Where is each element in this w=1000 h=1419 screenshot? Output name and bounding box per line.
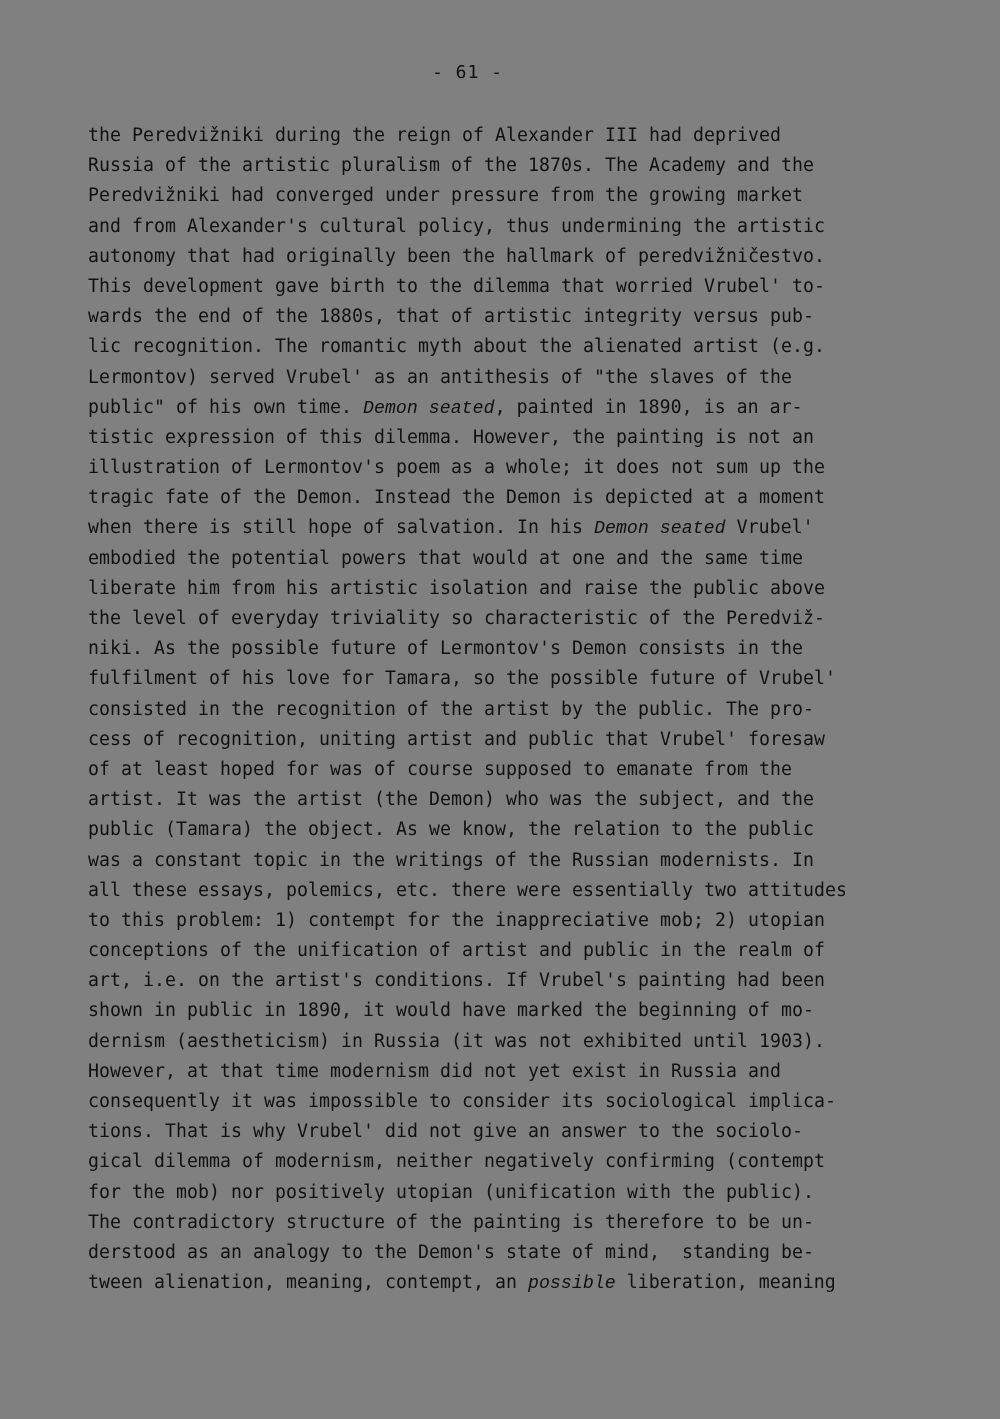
text-segment: Peredvižniki had converged under pressure from the growing market [88,185,803,207]
text-line [88,453,968,483]
text-segment: lic recognition. The romantic myth about the alienated artist (e.g. [88,336,825,358]
text-line [88,966,968,996]
text-segment: public (Tamara) the object. As we know, the relation to the public [88,819,814,841]
page-number: - 61 - [431,62,504,83]
text-line [88,1268,968,1298]
italic-title: Demon seated [363,398,495,419]
text-segment: consequently it was impossible to consider its sociological implica- [88,1091,836,1112]
text-segment: consisted in the recognition of the artist by the public. The pro- [88,698,814,720]
text-segment: artist. It was the artist (the Demon) who was the subject, and the [88,789,814,811]
text-line [88,302,968,332]
text-line [88,815,968,845]
text-segment: fulfilment of his love for Tamara, so the possible future of Vrubel' [88,668,836,690]
text-line [88,695,968,725]
text-segment: liberate him from his artistic isolation and raise the public above [88,577,825,599]
text-segment: The contradictory structure of the painting is therefore to be un- [88,1211,814,1233]
text-line [88,1178,968,1208]
text-line [88,1208,968,1238]
text-line [88,1147,968,1177]
text-line [88,846,968,876]
text-segment: the Peredvižniki during the reign of Alexander III had deprived [88,125,781,146]
text-line [88,1117,968,1147]
text-segment: embodied the potential powers that would at one and the same time [88,547,803,569]
text-line [88,574,968,604]
text-line [88,996,968,1026]
text-line [88,1027,968,1057]
italic-title: Demon seated [594,519,726,540]
text-segment: dernism (aestheticism) in Russia (it was not exhibited until 1903). [88,1030,825,1052]
text-line [88,1087,968,1117]
text-segment: niki. As the possible future of Lermontov's Demon consists in the [88,638,803,660]
text-line [88,242,968,272]
text-segment: the level of everyday triviality so characteristic of the Peredviž- [88,608,825,629]
text-line [88,121,968,151]
text-segment: shown in public in 1890, it would have marked the beginning of mo- [88,1000,814,1022]
text-line [88,513,968,543]
text-segment: This development gave birth to the dilemma that worried Vrubel' to- [88,275,825,297]
text-segment: all these essays, polemics, etc. there were essentially two attitudes [88,879,847,901]
text-line [88,272,968,302]
text-line [88,1057,968,1087]
text-segment: liberation, meaning [615,1272,836,1294]
text-segment: to this problem: 1) contempt for the inappreciative mob; 2) utopian [88,909,825,931]
text-segment: autonomy that had originally been the hallmark of peredvižničestvo. [88,245,825,267]
italic-title: possible [528,1274,616,1295]
text-segment: Russia of the artistic pluralism of the 1870s. The Academy and the [88,155,814,177]
text-segment: wards the end of the 1880s, that of artistic integrity versus pub- [88,306,814,328]
text-line [88,936,968,966]
text-segment: and from Alexander's cultural policy, thus undermining the artistic [88,215,825,237]
text-segment: conceptions of the unification of artist and public in the realm of [88,940,825,962]
text-line [88,604,968,634]
text-line [88,423,968,453]
text-segment: when there is still hope of salvation. In his [88,517,594,539]
text-segment: gical dilemma of modernism, neither negatively confirming (contempt [88,1151,825,1173]
text-segment: tistic expression of this dilemma. However, the painting is not an [88,426,814,448]
text-segment: tween alienation, meaning, contempt, an [88,1272,528,1294]
text-segment: tions. That is why Vrubel' did not give an answer to the sociolo- [88,1121,803,1143]
text-segment: derstood as an analogy to the Demon's state of mind, standing be- [88,1241,814,1263]
text-segment: , painted in 1890, is an ar- [494,396,803,418]
text-line [88,906,968,936]
text-line [88,725,968,755]
text-segment: of at least hoped for was of course supposed to emanate from the [88,758,792,780]
text-line [88,151,968,181]
text-line [88,181,968,211]
text-segment: Vrubel' [725,517,814,539]
text-segment: public" of his own time. [88,396,363,418]
text-segment: Lermontov) served Vrubel' as an antithesis of "the slaves of the [88,366,792,388]
text-line [88,634,968,664]
text-line [88,212,968,242]
body-text [88,121,968,1298]
text-line [88,664,968,694]
text-line [88,785,968,815]
text-segment: cess of recognition, uniting artist and public that Vrubel' foresaw [88,728,825,750]
text-line [88,393,968,423]
text-line [88,332,968,362]
text-line [88,544,968,574]
text-segment: However, at that time modernism did not yet exist in Russia and [88,1060,781,1082]
text-segment: was a constant topic in the writings of the Russian modernists. In [88,849,814,871]
text-segment: art, i.e. on the artist's conditions. If Vrubel's painting had been [88,970,825,992]
text-line [88,483,968,513]
text-segment: for the mob) nor positively utopian (unification with the public). [88,1181,814,1203]
text-line [88,876,968,906]
text-line [88,1238,968,1268]
text-segment: tragic fate of the Demon. Instead the Demon is depicted at a moment [88,487,825,509]
text-line [88,755,968,785]
text-segment: illustration of Lermontov's poem as a whole; it does not sum up the [88,457,825,479]
text-line [88,363,968,393]
